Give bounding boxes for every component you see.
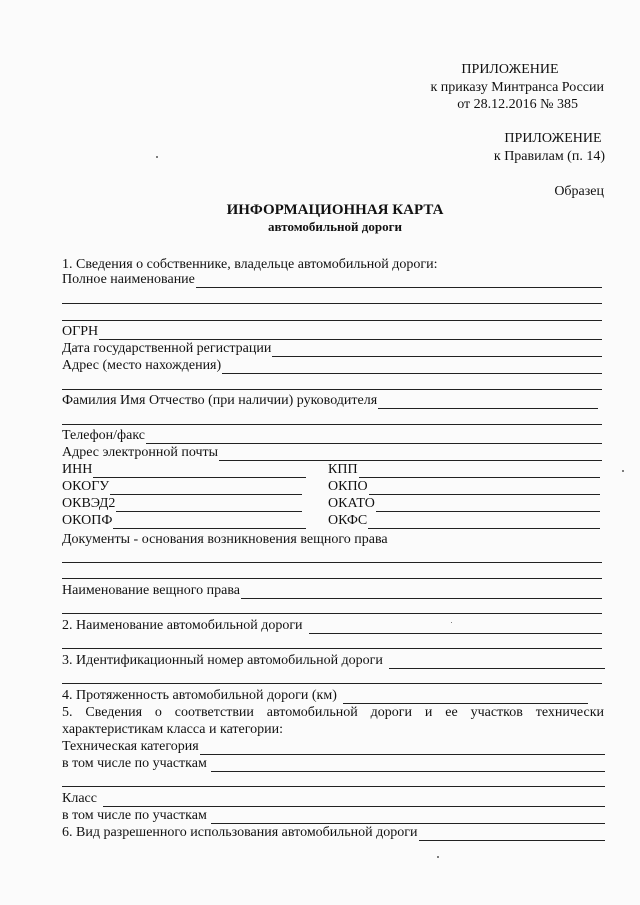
class-line[interactable] — [103, 793, 605, 807]
okato-line[interactable] — [376, 498, 600, 512]
head-name-label: Фамилия Имя Отчество (при наличии) руководителя — [62, 393, 378, 408]
ogrn-field[interactable] — [62, 324, 602, 340]
sample-label: Образец — [554, 184, 604, 199]
section1-heading: 1. Сведения о собственнике, владельце автомобильной дороги: — [62, 257, 438, 272]
road-name-field[interactable] — [62, 618, 602, 634]
class-sections-line[interactable] — [211, 810, 605, 824]
okved-field[interactable] — [62, 496, 302, 512]
kpp-label: КПП — [328, 462, 358, 477]
road-length-line[interactable] — [343, 690, 588, 704]
tech-category-label: Техническая категория — [62, 739, 199, 754]
okopf-field[interactable] — [62, 513, 306, 529]
order-reference: к приказу Минтранса России — [430, 80, 604, 95]
okfs-label: ОКФС — [328, 513, 368, 528]
road-name-line-2[interactable] — [62, 648, 602, 649]
full-name-line[interactable] — [196, 274, 602, 288]
full-name-line-3[interactable] — [62, 320, 602, 321]
inn-label: ИНН — [62, 462, 93, 477]
okogu-label: ОКОГУ — [62, 479, 110, 494]
reg-date-field[interactable] — [62, 341, 602, 357]
head-name-field[interactable] — [62, 393, 598, 409]
rules-reference: к Правилам (п. 14) — [493, 149, 605, 164]
email-line[interactable] — [219, 447, 602, 461]
full-name-line-2[interactable] — [62, 303, 602, 304]
right-name-label: Наименование вещного права — [62, 583, 240, 598]
appendix-title-2: ПРИЛОЖЕНИЕ — [504, 131, 602, 146]
usage-type-label: 6. Вид разрешенного использования автомобильной дороги — [62, 825, 418, 840]
address-label: Адрес (место нахождения) — [62, 358, 222, 373]
reg-date-line[interactable] — [272, 343, 602, 357]
tech-category-line[interactable] — [200, 741, 605, 755]
right-name-line-2[interactable] — [62, 613, 602, 614]
tech-category-field[interactable] — [62, 739, 605, 755]
scan-speck — [451, 622, 452, 623]
okato-label: ОКАТО — [328, 496, 375, 511]
docs-line-1[interactable] — [62, 562, 602, 563]
road-length-field[interactable] — [62, 688, 588, 704]
scan-speck — [437, 856, 439, 858]
address-line[interactable] — [222, 360, 602, 374]
head-name-line[interactable] — [378, 395, 598, 409]
category-sections-line-2[interactable] — [62, 786, 605, 787]
usage-type-line[interactable] — [419, 827, 605, 841]
okved-line[interactable] — [116, 498, 302, 512]
category-sections-label: в том числе по участкам — [62, 756, 207, 771]
scan-speck — [622, 470, 624, 472]
okopf-line[interactable] — [113, 515, 306, 529]
road-length-label: 4. Протяженность автомобильной дороги (км) — [62, 688, 337, 703]
road-id-label: 3. Идентификационный номер автомобильной дороги — [62, 653, 383, 668]
scan-speck — [156, 156, 158, 158]
full-name-label: Полное наименование — [62, 272, 195, 287]
okogu-field[interactable] — [62, 479, 302, 495]
email-label: Адрес электронной почты — [62, 445, 219, 460]
section5-heading-line2: характеристикам класса и категории: — [62, 722, 284, 737]
okved-label: ОКВЭД2 — [62, 496, 116, 511]
full-name-field[interactable] — [62, 272, 602, 288]
road-id-line-2[interactable] — [62, 683, 602, 684]
ogrn-label: ОГРН — [62, 324, 99, 339]
email-field[interactable] — [62, 445, 602, 461]
inn-field[interactable] — [62, 462, 306, 478]
okpo-line[interactable] — [369, 481, 600, 495]
docs-label: Документы - основания возникновения вещного права — [62, 532, 388, 547]
class-sections-label: в том числе по участкам — [62, 808, 207, 823]
class-sections-field[interactable] — [62, 808, 605, 824]
head-name-line-2[interactable] — [62, 424, 602, 425]
usage-type-field[interactable] — [62, 825, 605, 841]
road-name-line[interactable] — [309, 620, 602, 634]
docs-line-2[interactable] — [62, 578, 602, 579]
phone-field[interactable] — [62, 428, 602, 444]
road-id-line[interactable] — [389, 655, 605, 669]
address-field[interactable] — [62, 358, 602, 374]
document-subtitle: автомобильной дороги — [268, 219, 402, 234]
right-name-field[interactable] — [62, 583, 602, 599]
phone-line[interactable] — [146, 430, 602, 444]
kpp-field[interactable] — [328, 462, 600, 478]
okopf-label: ОКОПФ — [62, 513, 113, 528]
inn-line[interactable] — [93, 464, 306, 478]
right-name-line[interactable] — [241, 585, 602, 599]
okpo-field[interactable] — [328, 479, 600, 495]
okogu-line[interactable] — [110, 481, 302, 495]
class-label: Класс — [62, 791, 97, 806]
reg-date-label: Дата государственной регистрации — [62, 341, 272, 356]
okato-field[interactable] — [328, 496, 600, 512]
ogrn-line[interactable] — [99, 326, 602, 340]
section5-heading-line1: 5. Сведения о соответствии автомобильной дороги и ее участков технически — [62, 705, 604, 720]
okpo-label: ОКПО — [328, 479, 368, 494]
class-field[interactable] — [62, 791, 605, 807]
okfs-line[interactable] — [368, 515, 600, 529]
category-sections-line[interactable] — [211, 758, 605, 772]
road-name-label: 2. Наименование автомобильной дороги — [62, 618, 303, 633]
address-line-2[interactable] — [62, 389, 602, 390]
category-sections-field[interactable] — [62, 756, 605, 772]
appendix-title-1: ПРИЛОЖЕНИЕ — [461, 62, 559, 77]
road-id-field[interactable] — [62, 653, 605, 669]
kpp-line[interactable] — [359, 464, 600, 478]
okfs-field[interactable] — [328, 513, 600, 529]
phone-label: Телефон/факс — [62, 428, 146, 443]
order-date: от 28.12.2016 № 385 — [457, 97, 578, 112]
document-title: ИНФОРМАЦИОННАЯ КАРТА — [226, 202, 444, 218]
